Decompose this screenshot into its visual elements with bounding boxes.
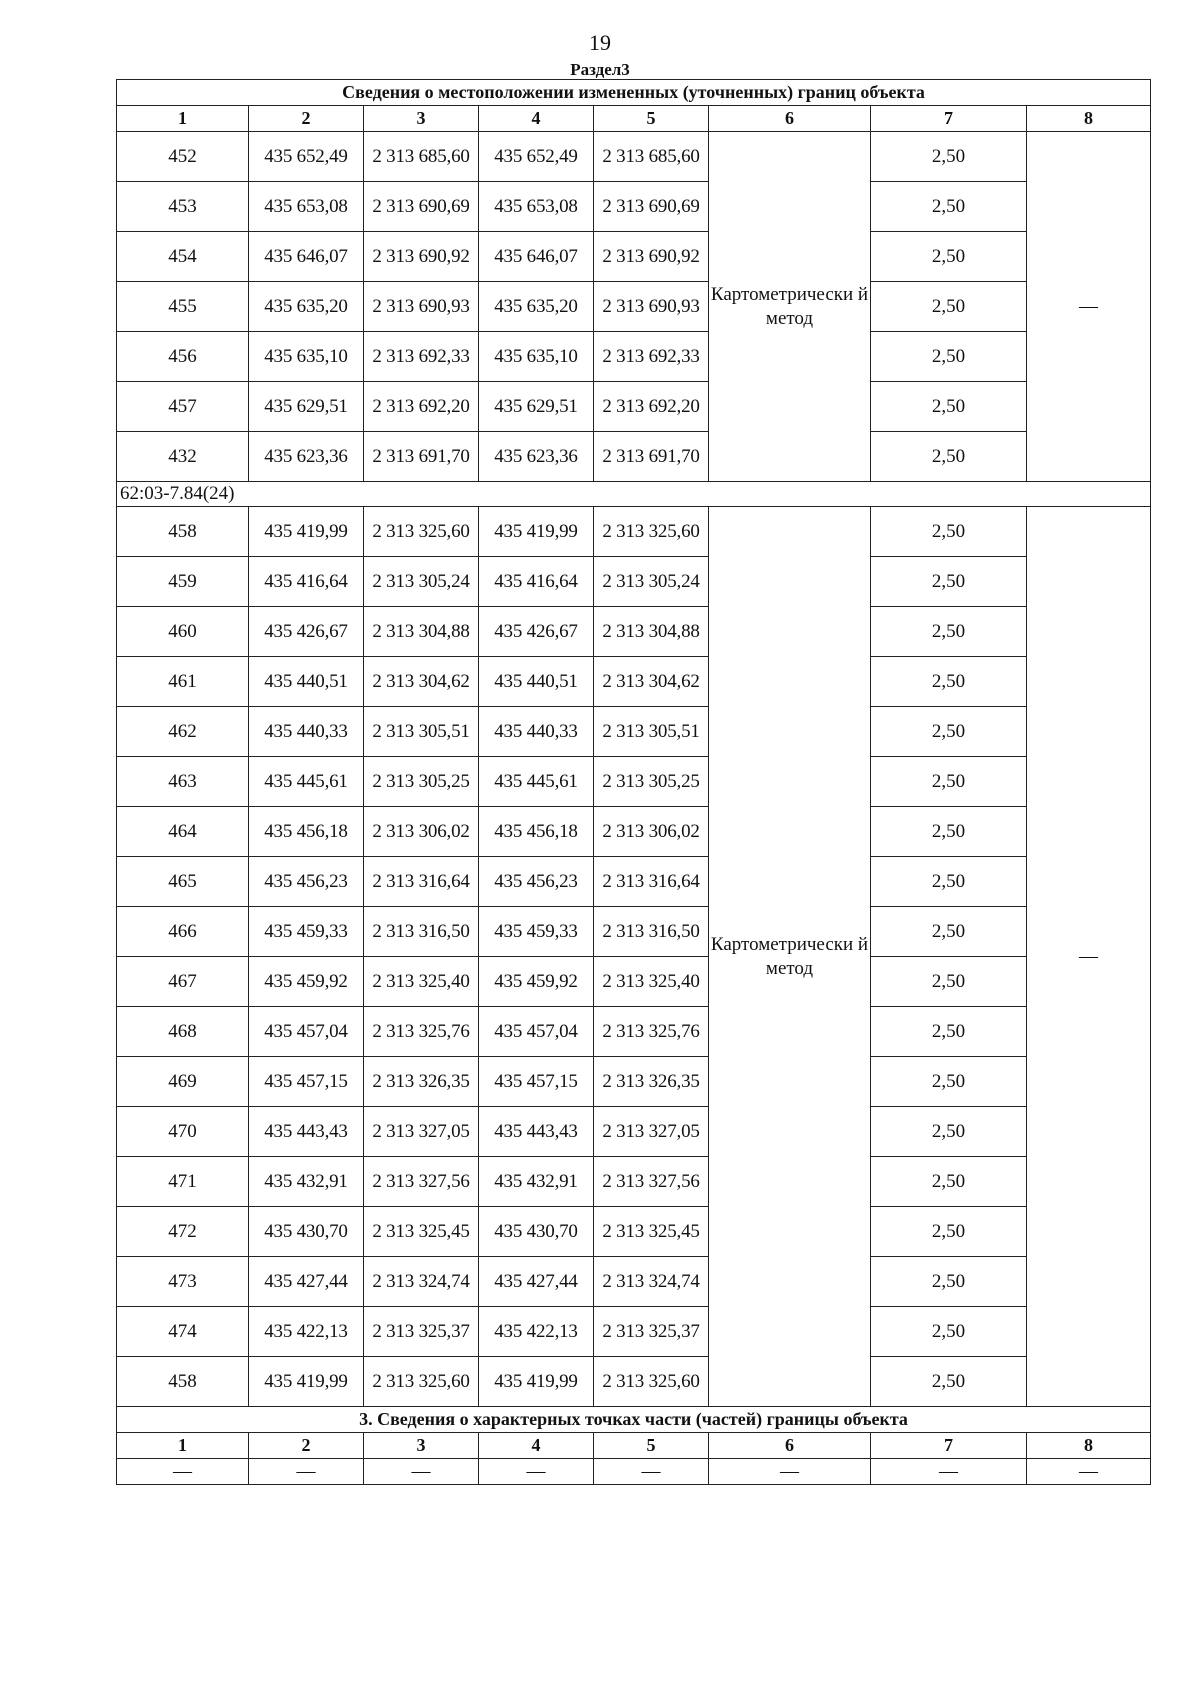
x-coordinate: 435 440,51 — [479, 657, 594, 707]
x-coordinate: 435 419,99 — [249, 1357, 364, 1407]
y-coordinate: 2 313 304,88 — [594, 607, 709, 657]
table-row — [117, 1357, 1151, 1407]
y-coordinate: 2 313 325,60 — [364, 507, 479, 557]
y-coordinate: 2 313 325,45 — [364, 1207, 479, 1257]
y-coordinate: 2 313 327,05 — [364, 1107, 479, 1157]
point-number: 455 — [117, 282, 249, 332]
accuracy-value: 2,50 — [871, 857, 1027, 907]
x-coordinate: 435 457,04 — [249, 1007, 364, 1057]
x-coordinate: 435 653,08 — [479, 182, 594, 232]
table-row — [117, 657, 1151, 707]
point-number: 471 — [117, 1157, 249, 1207]
column-header: 6 — [709, 106, 871, 132]
column-header: 4 — [479, 1433, 594, 1459]
point-number: 462 — [117, 707, 249, 757]
dash-cell: — — [249, 1459, 364, 1485]
point-number: 463 — [117, 757, 249, 807]
point-number: 459 — [117, 557, 249, 607]
x-coordinate: 435 443,43 — [479, 1107, 594, 1157]
table-row — [117, 857, 1151, 907]
column-header: 8 — [1027, 106, 1151, 132]
x-coordinate: 435 635,10 — [249, 332, 364, 382]
accuracy-value: 2,50 — [871, 282, 1027, 332]
y-coordinate: 2 313 305,24 — [594, 557, 709, 607]
x-coordinate: 435 419,99 — [249, 507, 364, 557]
accuracy-value: 2,50 — [871, 807, 1027, 857]
accuracy-value: 2,50 — [871, 382, 1027, 432]
y-coordinate: 2 313 305,24 — [364, 557, 479, 607]
table2-caption: 3. Сведения о характерных точках части (частей) границы объекта — [117, 1407, 1151, 1433]
point-number: 470 — [117, 1107, 249, 1157]
point-number: 458 — [117, 1357, 249, 1407]
column-header: 3 — [364, 106, 479, 132]
column-header: 3 — [364, 1433, 479, 1459]
y-coordinate: 2 313 685,60 — [594, 132, 709, 182]
x-coordinate: 435 459,92 — [479, 957, 594, 1007]
y-coordinate: 2 313 325,76 — [364, 1007, 479, 1057]
accuracy-value: 2,50 — [871, 1357, 1027, 1407]
y-coordinate: 2 313 692,20 — [364, 382, 479, 432]
x-coordinate: 435 456,23 — [479, 857, 594, 907]
accuracy-value: 2,50 — [871, 707, 1027, 757]
table-row — [117, 1107, 1151, 1157]
dash-cell: — — [364, 1459, 479, 1485]
x-coordinate: 435 440,51 — [249, 657, 364, 707]
y-coordinate: 2 313 305,51 — [594, 707, 709, 757]
y-coordinate: 2 313 325,37 — [594, 1307, 709, 1357]
y-coordinate: 2 313 316,50 — [364, 907, 479, 957]
x-coordinate: 435 459,33 — [479, 907, 594, 957]
accuracy-value: 2,50 — [871, 557, 1027, 607]
column-header: 8 — [1027, 1433, 1151, 1459]
x-coordinate: 435 652,49 — [479, 132, 594, 182]
x-coordinate: 435 652,49 — [249, 132, 364, 182]
x-coordinate: 435 430,70 — [249, 1207, 364, 1257]
point-number: 464 — [117, 807, 249, 857]
x-coordinate: 435 456,18 — [249, 807, 364, 857]
y-coordinate: 2 313 325,60 — [594, 507, 709, 557]
y-coordinate: 2 313 690,93 — [594, 282, 709, 332]
accuracy-value: 2,50 — [871, 657, 1027, 707]
y-coordinate: 2 313 691,70 — [594, 432, 709, 482]
y-coordinate: 2 313 316,50 — [594, 907, 709, 957]
accuracy-value: 2,50 — [871, 232, 1027, 282]
cadastral-group-label: 62:03-7.84(24) — [117, 482, 1151, 507]
x-coordinate: 435 457,15 — [249, 1057, 364, 1107]
y-coordinate: 2 313 305,25 — [594, 757, 709, 807]
x-coordinate: 435 427,44 — [479, 1257, 594, 1307]
column-header: 5 — [594, 1433, 709, 1459]
point-number: 467 — [117, 957, 249, 1007]
point-number: 465 — [117, 857, 249, 907]
x-coordinate: 435 445,61 — [249, 757, 364, 807]
x-coordinate: 435 457,15 — [479, 1057, 594, 1107]
x-coordinate: 435 635,20 — [479, 282, 594, 332]
y-coordinate: 2 313 690,92 — [594, 232, 709, 282]
table-row — [117, 907, 1151, 957]
method-cell: Картометрически й метод — [709, 507, 871, 1407]
table-row — [117, 1007, 1151, 1057]
accuracy-value: 2,50 — [871, 1157, 1027, 1207]
y-coordinate: 2 313 304,62 — [364, 657, 479, 707]
y-coordinate: 2 313 324,74 — [364, 1257, 479, 1307]
dash-cell: — — [1027, 132, 1151, 482]
table-row — [117, 757, 1151, 807]
y-coordinate: 2 313 304,88 — [364, 607, 479, 657]
y-coordinate: 2 313 325,60 — [594, 1357, 709, 1407]
table-row — [117, 957, 1151, 1007]
table-row — [117, 432, 1151, 482]
table-row — [117, 557, 1151, 607]
dash-cell: — — [709, 1459, 871, 1485]
point-number: 456 — [117, 332, 249, 382]
x-coordinate: 435 430,70 — [479, 1207, 594, 1257]
x-coordinate: 435 426,67 — [249, 607, 364, 657]
x-coordinate: 435 416,64 — [249, 557, 364, 607]
x-coordinate: 435 646,07 — [249, 232, 364, 282]
accuracy-value: 2,50 — [871, 907, 1027, 957]
y-coordinate: 2 313 325,40 — [364, 957, 479, 1007]
table-row — [117, 332, 1151, 382]
point-number: 454 — [117, 232, 249, 282]
y-coordinate: 2 313 325,60 — [364, 1357, 479, 1407]
table-row — [117, 607, 1151, 657]
dash-cell: — — [117, 1459, 249, 1485]
table-row — [117, 1207, 1151, 1257]
point-number: 452 — [117, 132, 249, 182]
y-coordinate: 2 313 691,70 — [364, 432, 479, 482]
accuracy-value: 2,50 — [871, 1307, 1027, 1357]
accuracy-value: 2,50 — [871, 1107, 1027, 1157]
x-coordinate: 435 456,23 — [249, 857, 364, 907]
y-coordinate: 2 313 692,20 — [594, 382, 709, 432]
table-row — [117, 1057, 1151, 1107]
x-coordinate: 435 653,08 — [249, 182, 364, 232]
y-coordinate: 2 313 306,02 — [364, 807, 479, 857]
y-coordinate: 2 313 304,62 — [594, 657, 709, 707]
y-coordinate: 2 313 327,56 — [594, 1157, 709, 1207]
y-coordinate: 2 313 690,69 — [594, 182, 709, 232]
dash-cell: — — [594, 1459, 709, 1485]
x-coordinate: 435 419,99 — [479, 1357, 594, 1407]
table-caption: Сведения о местоположении измененных (уточненных) границ объекта — [117, 80, 1151, 106]
method-cell: Картометрически й метод — [709, 132, 871, 482]
y-coordinate: 2 313 306,02 — [594, 807, 709, 857]
table-row — [117, 182, 1151, 232]
point-number: 458 — [117, 507, 249, 557]
column-header: 7 — [871, 106, 1027, 132]
dash-cell: — — [479, 1459, 594, 1485]
x-coordinate: 435 459,33 — [249, 907, 364, 957]
x-coordinate: 435 459,92 — [249, 957, 364, 1007]
table2-caption-row — [117, 1407, 1151, 1433]
y-coordinate: 2 313 316,64 — [364, 857, 479, 907]
accuracy-value: 2,50 — [871, 1057, 1027, 1107]
column-header: 5 — [594, 106, 709, 132]
dash-cell: — — [1027, 507, 1151, 1407]
x-coordinate: 435 432,91 — [249, 1157, 364, 1207]
dash-cell: — — [871, 1459, 1027, 1485]
accuracy-value: 2,50 — [871, 757, 1027, 807]
y-coordinate: 2 313 305,25 — [364, 757, 479, 807]
column-header: 7 — [871, 1433, 1027, 1459]
point-number: 474 — [117, 1307, 249, 1357]
y-coordinate: 2 313 316,64 — [594, 857, 709, 907]
point-number: 468 — [117, 1007, 249, 1057]
table-row — [117, 1257, 1151, 1307]
table-row — [117, 132, 1151, 182]
point-number: 472 — [117, 1207, 249, 1257]
table-row — [117, 382, 1151, 432]
x-coordinate: 435 445,61 — [479, 757, 594, 807]
y-coordinate: 2 313 324,74 — [594, 1257, 709, 1307]
y-coordinate: 2 313 305,51 — [364, 707, 479, 757]
y-coordinate: 2 313 325,45 — [594, 1207, 709, 1257]
y-coordinate: 2 313 690,92 — [364, 232, 479, 282]
y-coordinate: 2 313 326,35 — [364, 1057, 479, 1107]
y-coordinate: 2 313 327,05 — [594, 1107, 709, 1157]
point-number: 466 — [117, 907, 249, 957]
table-row — [117, 282, 1151, 332]
column-header: 1 — [117, 106, 249, 132]
x-coordinate: 435 443,43 — [249, 1107, 364, 1157]
x-coordinate: 435 623,36 — [479, 432, 594, 482]
accuracy-value: 2,50 — [871, 607, 1027, 657]
column-header: 2 — [249, 106, 364, 132]
x-coordinate: 435 629,51 — [479, 382, 594, 432]
accuracy-value: 2,50 — [871, 957, 1027, 1007]
point-number: 432 — [117, 432, 249, 482]
y-coordinate: 2 313 685,60 — [364, 132, 479, 182]
section-label: Раздел3 — [570, 60, 630, 79]
y-coordinate: 2 313 325,40 — [594, 957, 709, 1007]
x-coordinate: 435 456,18 — [479, 807, 594, 857]
y-coordinate: 2 313 692,33 — [594, 332, 709, 382]
table-row — [117, 707, 1151, 757]
x-coordinate: 435 440,33 — [479, 707, 594, 757]
x-coordinate: 435 646,07 — [479, 232, 594, 282]
table2-empty-row — [117, 1459, 1151, 1485]
x-coordinate: 435 635,10 — [479, 332, 594, 382]
column-header: 1 — [117, 1433, 249, 1459]
y-coordinate: 2 313 325,76 — [594, 1007, 709, 1057]
point-number: 457 — [117, 382, 249, 432]
accuracy-value: 2,50 — [871, 507, 1027, 557]
accuracy-value: 2,50 — [871, 132, 1027, 182]
table-row — [117, 1157, 1151, 1207]
x-coordinate: 435 457,04 — [479, 1007, 594, 1057]
y-coordinate: 2 313 690,69 — [364, 182, 479, 232]
x-coordinate: 435 629,51 — [249, 382, 364, 432]
table-row — [117, 507, 1151, 557]
x-coordinate: 435 426,67 — [479, 607, 594, 657]
point-number: 460 — [117, 607, 249, 657]
dash-cell: — — [1027, 1459, 1151, 1485]
group-row — [117, 482, 1151, 507]
accuracy-value: 2,50 — [871, 1207, 1027, 1257]
x-coordinate: 435 416,64 — [479, 557, 594, 607]
table-row — [117, 232, 1151, 282]
point-number: 473 — [117, 1257, 249, 1307]
page-number: 19 — [589, 30, 611, 55]
column-header: 4 — [479, 106, 594, 132]
accuracy-value: 2,50 — [871, 432, 1027, 482]
table-header-row — [117, 106, 1151, 132]
accuracy-value: 2,50 — [871, 1257, 1027, 1307]
point-number: 469 — [117, 1057, 249, 1107]
table-row — [117, 1307, 1151, 1357]
table-row — [117, 807, 1151, 857]
y-coordinate: 2 313 326,35 — [594, 1057, 709, 1107]
x-coordinate: 435 623,36 — [249, 432, 364, 482]
column-header: 2 — [249, 1433, 364, 1459]
y-coordinate: 2 313 690,93 — [364, 282, 479, 332]
x-coordinate: 435 427,44 — [249, 1257, 364, 1307]
x-coordinate: 435 432,91 — [479, 1157, 594, 1207]
point-number: 453 — [117, 182, 249, 232]
y-coordinate: 2 313 692,33 — [364, 332, 479, 382]
x-coordinate: 435 422,13 — [249, 1307, 364, 1357]
y-coordinate: 2 313 325,37 — [364, 1307, 479, 1357]
accuracy-value: 2,50 — [871, 182, 1027, 232]
x-coordinate: 435 419,99 — [479, 507, 594, 557]
table2-header-row — [117, 1433, 1151, 1459]
x-coordinate: 435 635,20 — [249, 282, 364, 332]
accuracy-value: 2,50 — [871, 1007, 1027, 1057]
x-coordinate: 435 440,33 — [249, 707, 364, 757]
point-number: 461 — [117, 657, 249, 707]
column-header: 6 — [709, 1433, 871, 1459]
y-coordinate: 2 313 327,56 — [364, 1157, 479, 1207]
accuracy-value: 2,50 — [871, 332, 1027, 382]
boundary-table — [116, 79, 1151, 1485]
x-coordinate: 435 422,13 — [479, 1307, 594, 1357]
